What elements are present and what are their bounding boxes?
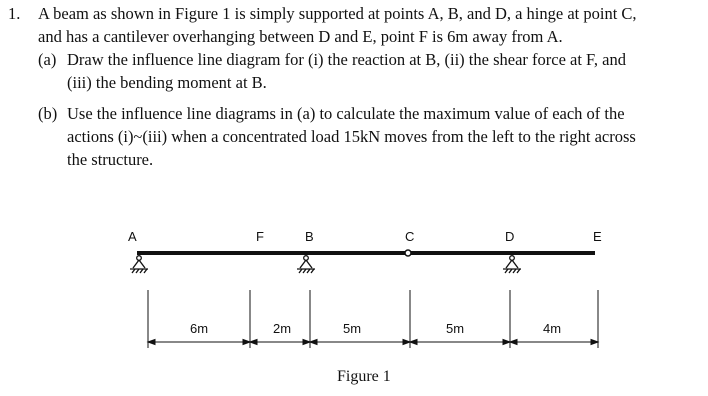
dimension-line — [148, 340, 598, 345]
part-b-label: (b) — [38, 104, 58, 123]
figure-caption: Figure 1 — [337, 368, 391, 385]
part-a-line-2: (iii) the bending moment at B. — [67, 73, 267, 92]
label-point-f: F — [256, 229, 264, 244]
part-a-label: (a) — [38, 50, 57, 69]
intro-line-2: and has a cantilever overhanging between D and E, point F is 6m away from A. — [38, 27, 563, 46]
label-point-a: A — [128, 229, 137, 244]
label-point-e: E — [593, 229, 602, 244]
part-b-line-2: actions (i)~(iii) when a concentrated load 15kN moves from the left to the right across — [67, 127, 636, 146]
label-point-d: D — [505, 229, 515, 244]
support-b-icon — [297, 256, 315, 273]
hinge-c-icon — [405, 250, 411, 256]
dim-d-e: 4m — [543, 321, 562, 336]
dim-a-f: 6m — [190, 321, 209, 336]
dim-f-b: 2m — [273, 321, 292, 336]
support-d-icon — [503, 256, 521, 273]
label-point-c: C — [405, 229, 415, 244]
part-b-line-1: Use the influence line diagrams in (a) to calculate the maximum value of each of the — [67, 104, 625, 123]
part-b-line-3: the structure. — [67, 150, 154, 169]
label-point-b: B — [305, 229, 314, 244]
dim-c-d: 5m — [446, 321, 465, 336]
support-a-icon — [130, 256, 148, 273]
intro-line-1: A beam as shown in Figure 1 is simply supported at points A, B, and D, a hinge at point C, — [38, 4, 637, 23]
question-number: 1. — [8, 4, 21, 23]
dim-b-c: 5m — [343, 321, 362, 336]
part-a-line-1: Draw the influence line diagram for (i) the reaction at B, (ii) the shear force at F, and — [67, 50, 626, 69]
dimension-extension-lines — [148, 290, 598, 348]
